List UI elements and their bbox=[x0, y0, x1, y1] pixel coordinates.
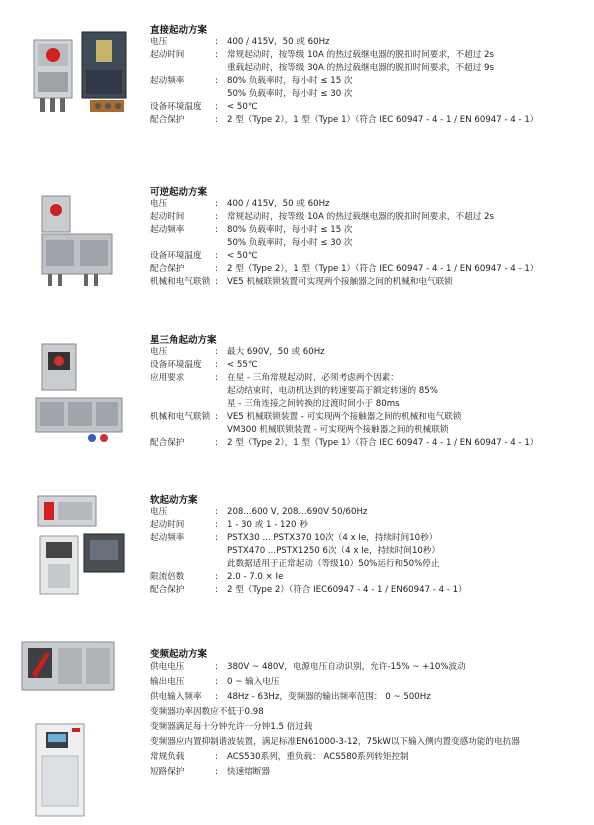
spec-value: 400 / 415V，50 或 60Hz bbox=[227, 37, 330, 47]
spec-note-text: 变频器满足每十分钟允许一分钟1.5 倍过载 bbox=[150, 722, 313, 732]
section-title: 软起动方案 bbox=[150, 495, 198, 506]
colon: : bbox=[215, 37, 218, 47]
colon: : bbox=[215, 520, 218, 530]
colon: : bbox=[215, 438, 218, 448]
spec-label: 机械和电气联锁 bbox=[150, 277, 211, 287]
colon: : bbox=[215, 533, 218, 543]
spec-value: 重载起动时，按等级 30A 的热过载继电器的脱扣时间要求，不超过 9s bbox=[227, 63, 494, 73]
spec-value: 星 - 三角连接之间转换的过渡时间小于 80ms bbox=[227, 399, 400, 409]
spec-value: PSTX470 ...PSTX1250 6次（4 x Ie，持续时间10秒） bbox=[227, 546, 441, 556]
section-title: 变频起动方案 bbox=[150, 649, 208, 660]
colon: : bbox=[215, 251, 218, 261]
spec-label: 输出电压 bbox=[150, 677, 185, 687]
colon: : bbox=[215, 360, 218, 370]
spec-value: VE5 机械联锁装置可实现两个接触器之间的机械和电气联锁 bbox=[227, 277, 453, 287]
colon: : bbox=[215, 199, 218, 209]
spec-label: 起动时间 bbox=[150, 50, 185, 60]
spec-value: 2 型（Type 2），1 型（Type 1）（符合 IEC 60947 - 4 - 1 / EN 60947 - 4 - 1） bbox=[227, 438, 539, 448]
spec-value: 最大 690V，50 或 60Hz bbox=[227, 347, 325, 357]
spec-label: 设备环境温度 bbox=[150, 102, 202, 112]
section-title: 可逆起动方案 bbox=[150, 187, 208, 198]
spec-label: 供电输入频率 bbox=[150, 692, 202, 702]
colon: : bbox=[215, 115, 218, 125]
spec-value: VM300 机械联锁装置 - 可实现两个接触器之间的机械联锁 bbox=[227, 425, 449, 435]
spec-value: 0 ~ 输入电压 bbox=[227, 677, 280, 687]
colon: : bbox=[215, 752, 218, 762]
spec-label: 电压 bbox=[150, 37, 168, 47]
spec-label: 电压 bbox=[150, 199, 168, 209]
spec-value: 此数据适用于正常起动（等级10）50%运行和50%停止 bbox=[227, 559, 440, 569]
spec-label: 应用要求 bbox=[150, 373, 185, 383]
spec-label: 短路保护 bbox=[150, 767, 185, 777]
colon: : bbox=[215, 50, 218, 60]
colon: : bbox=[215, 677, 218, 687]
colon: : bbox=[215, 585, 218, 595]
colon: : bbox=[215, 507, 218, 517]
colon: : bbox=[215, 277, 218, 287]
spec-value: 80% 负载率时，每小时 ≤ 15 次 bbox=[227, 225, 353, 235]
spec-label: 起动频率 bbox=[150, 533, 185, 543]
spec-label: 配合保护 bbox=[150, 115, 185, 125]
switch-disconnector-image bbox=[18, 634, 118, 700]
spec-value: 50% 负载率时，每小时 ≤ 30 次 bbox=[227, 238, 353, 248]
colon: : bbox=[215, 767, 218, 777]
spec-value: 快速熔断器 bbox=[227, 767, 270, 777]
spec-label: 机械和电气联锁 bbox=[150, 412, 211, 422]
vfd-drive-image bbox=[34, 722, 86, 818]
reversing-starter-image bbox=[34, 190, 124, 290]
spec-note-text: 变频器功率因数应不低于0.98 bbox=[150, 707, 264, 717]
colon: : bbox=[215, 225, 218, 235]
spec-value: < 50℃ bbox=[227, 102, 258, 112]
direct-starter-image bbox=[28, 30, 140, 118]
spec-value: 50% 负载率时，每小时 ≤ 30 次 bbox=[227, 89, 353, 99]
star-delta-starter-image bbox=[30, 340, 130, 445]
spec-value: < 55℃ bbox=[227, 360, 258, 370]
spec-label: 限流倍数 bbox=[150, 572, 185, 582]
spec-value: 48Hz - 63Hz，变频器的输出频率范围： 0 ~ 500Hz bbox=[227, 692, 431, 702]
spec-label: 起动频率 bbox=[150, 225, 185, 235]
spec-label: 供电电压 bbox=[150, 662, 185, 672]
spec-value: 在星 - 三角常规起动时，必须考虑两个因素： bbox=[227, 373, 399, 383]
spec-label: 配合保护 bbox=[150, 264, 185, 274]
spec-value: 400 / 415V，50 或 60Hz bbox=[227, 199, 330, 209]
spec-label: 起动时间 bbox=[150, 212, 185, 222]
spec-value: 2 型（Type 2），1 型（Type 1）（符合 IEC 60947 - 4 - 1 / EN 60947 - 4 - 1） bbox=[227, 264, 539, 274]
spec-label: 常规负载 bbox=[150, 752, 185, 762]
spec-value: 起动结束时，电动机达到的转速要高于额定转速的 85% bbox=[227, 386, 438, 396]
soft-starter-image bbox=[34, 492, 134, 600]
spec-label: 电压 bbox=[150, 507, 168, 517]
spec-value: 380V ~ 480V，电源电压自动识别，允许-15% ~ +10%波动 bbox=[227, 662, 466, 672]
colon: : bbox=[215, 264, 218, 274]
spec-value: VE5 机械联锁装置 - 可实现两个接触器之间的机械和电气联锁 bbox=[227, 412, 462, 422]
spec-label: 电压 bbox=[150, 347, 168, 357]
spec-value: ACS530系列，重负载： ACS580系列转矩控制 bbox=[227, 752, 409, 762]
colon: : bbox=[215, 102, 218, 112]
spec-label: 配合保护 bbox=[150, 438, 185, 448]
spec-value: < 50℃ bbox=[227, 251, 258, 261]
spec-value: 常规起动时，按等级 10A 的热过载继电器的脱扣时间要求，不超过 2s bbox=[227, 212, 494, 222]
spec-note-text: 变频器应内置抑制谐波装置，满足标准EN61000-3-12，75kW以下输入侧内置变感功能的电抗器 bbox=[150, 737, 520, 747]
spec-label: 起动时间 bbox=[150, 520, 185, 530]
spec-value: 80% 负载率时，每小时 ≤ 15 次 bbox=[227, 76, 353, 86]
spec-label: 设备环境温度 bbox=[150, 251, 202, 261]
spec-label: 配合保护 bbox=[150, 585, 185, 595]
colon: : bbox=[215, 572, 218, 582]
spec-value: 1 - 30 或 1 - 120 秒 bbox=[227, 520, 308, 530]
colon: : bbox=[215, 212, 218, 222]
spec-label: 设备环境温度 bbox=[150, 360, 202, 370]
colon: : bbox=[215, 347, 218, 357]
colon: : bbox=[215, 373, 218, 383]
section-title: 直接起动方案 bbox=[150, 25, 208, 36]
spec-value: 2 型（Type 2），1 型（Type 1）（符合 IEC 60947 - 4 - 1 / EN 60947 - 4 - 1） bbox=[227, 115, 539, 125]
colon: : bbox=[215, 662, 218, 672]
spec-value: PSTX30 ... PSTX370 10次（4 x Ie，持续时间10秒） bbox=[227, 533, 438, 543]
section-title: 星三角起动方案 bbox=[150, 335, 217, 346]
spec-value: 2.0 - 7.0 × Ie bbox=[227, 572, 284, 582]
spec-value: 常规起动时，按等级 10A 的热过载继电器的脱扣时间要求，不超过 2s bbox=[227, 50, 494, 60]
spec-label: 起动频率 bbox=[150, 76, 185, 86]
colon: : bbox=[215, 412, 218, 422]
colon: : bbox=[215, 692, 218, 702]
spec-value: 2 型（Type 2）（符合 IEC60947 - 4 - 1 / EN60947 - 4 - 1） bbox=[227, 585, 467, 595]
colon: : bbox=[215, 76, 218, 86]
spec-value: 208...600 V, 208...690V 50/60Hz bbox=[227, 507, 368, 517]
